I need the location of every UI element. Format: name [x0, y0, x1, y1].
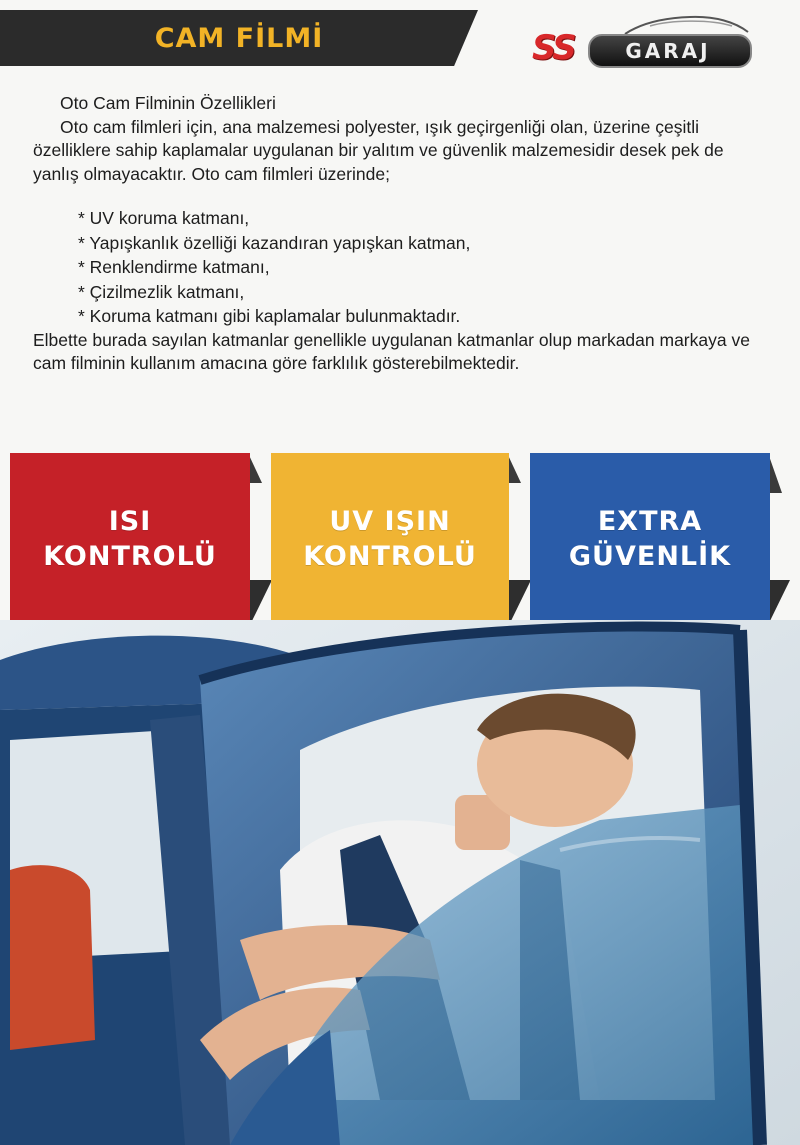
- list-item: * UV koruma katmanı,: [78, 208, 250, 228]
- article-heading: Oto Cam Filminin Özellikleri: [60, 93, 276, 113]
- list-item: * Renklendirme katmanı,: [78, 257, 270, 277]
- banner-line: UV IŞIN: [329, 506, 451, 537]
- banner-line: EXTRA: [597, 506, 703, 537]
- article-closing: Elbette burada sayılan katmanlar genellikle uygulanan katmanlar olup markadan markaya ve cam filminin kullanım amacına göre farklılık gösterebilmektedir.: [33, 329, 750, 373]
- page-title: CAM FİLMİ: [154, 22, 324, 54]
- list-item: * Koruma katmanı gibi kaplamalar bulunmaktadır.: [78, 306, 461, 326]
- list-item: * Yapışkanlık özelliği kazandıran yapışkan katman,: [78, 232, 471, 253]
- banner-line: KONTROLÜ: [43, 541, 217, 572]
- technician-applying-window-film-photo: [0, 620, 800, 1145]
- article-intro: Oto cam filmleri için, ana malzemesi polyester, ışık geçirgenliği olan, üzerine çeşitli özelliklere sahip kaplamalar uygulanan bir yalıtım ve güvenlik malzemesidir desek pek de yanlış olmayacaktır. Oto cam filmleri üzerinde;: [33, 116, 724, 184]
- article-body: [33, 92, 753, 376]
- banner-fold-shadow: [768, 453, 782, 493]
- feature-banner-heat-control: [10, 453, 250, 625]
- banner-line: GÜVENLİK: [568, 541, 732, 572]
- banner-fold-shadow: [507, 453, 521, 483]
- layer-list: [33, 206, 753, 329]
- car-silhouette-icon: [620, 14, 750, 36]
- feature-banner-uv-control: [271, 453, 509, 625]
- logo-name: GARAJ: [625, 39, 711, 63]
- logo-mark: SS: [532, 28, 574, 68]
- banner-line: ISI: [108, 506, 152, 537]
- brand-logo: [530, 14, 752, 70]
- list-item: * Çizilmezlik katmanı,: [78, 281, 245, 302]
- banner-line: KONTROLÜ: [303, 541, 477, 572]
- banner-fold-shadow: [248, 453, 262, 483]
- feature-banner-extra-security: [530, 453, 770, 625]
